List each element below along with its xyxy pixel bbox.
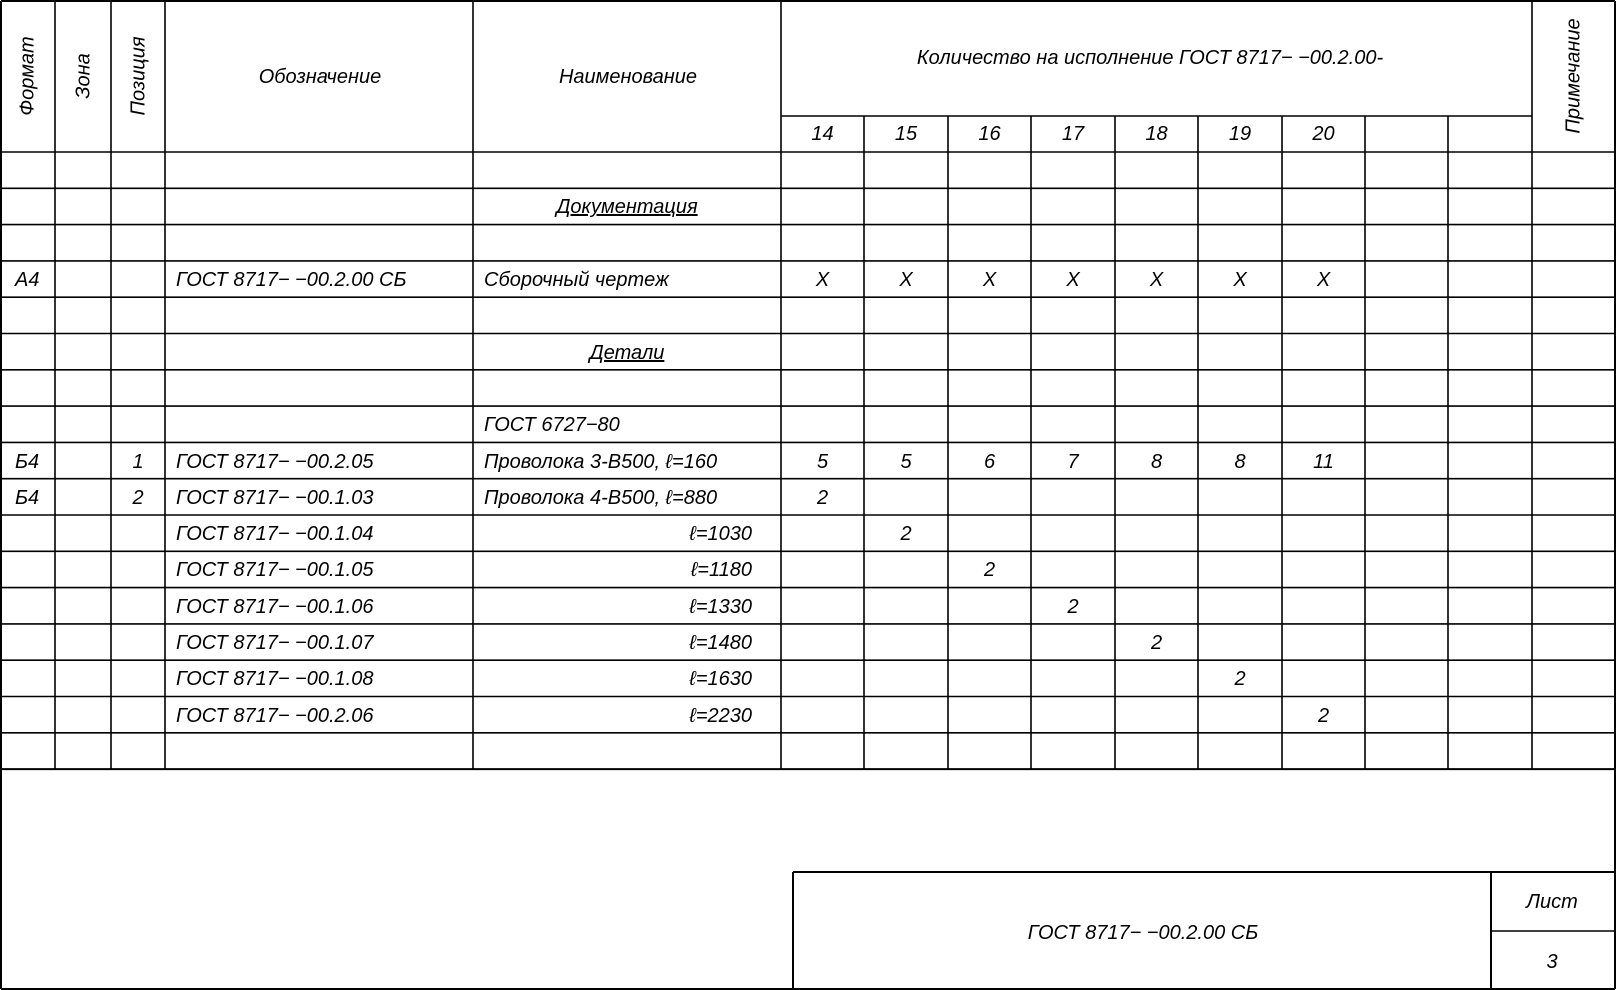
cell-quantity: X xyxy=(1149,269,1164,292)
cell-quantity: 11 xyxy=(1313,450,1334,473)
variant-number: 14 xyxy=(811,123,834,145)
cell-name: Проволока 4-В500, ℓ=880 xyxy=(484,486,718,509)
header-note: Примечание xyxy=(1562,18,1585,134)
cell-quantity: X xyxy=(1316,269,1331,292)
title-block-sheet-label: Лист xyxy=(1526,891,1578,913)
cell-quantity: 5 xyxy=(816,450,829,473)
header-designation: Обозначение xyxy=(258,66,382,88)
cell-quantity: 7 xyxy=(1067,450,1079,473)
header-zone: Зона xyxy=(72,53,95,99)
cell-quantity: X xyxy=(1066,269,1080,292)
variant-number: 16 xyxy=(978,123,1001,145)
cell-position: 2 xyxy=(132,486,144,509)
variant-number: 18 xyxy=(1145,123,1168,145)
title-block-designation: ГОСТ 8717− −00.2.00 СБ xyxy=(1027,922,1259,944)
cell-quantity: X xyxy=(815,269,830,292)
cell-designation: ГОСТ 8717− −00.2.05 xyxy=(176,450,374,473)
variant-number: 17 xyxy=(1061,123,1085,145)
cell-designation: ГОСТ 8717− −00.1.08 xyxy=(176,668,374,691)
cell-name: ℓ=1480 xyxy=(689,632,752,655)
cell-quantity: 2 xyxy=(1150,632,1163,655)
cell-quantity: 2 xyxy=(1234,668,1246,691)
cell-position: 1 xyxy=(132,450,144,473)
cell-name: ℓ=1330 xyxy=(689,595,752,618)
cell-quantity: X xyxy=(1233,269,1247,292)
cell-designation: ГОСТ 8717− −00.1.04 xyxy=(176,523,374,546)
header-position: Позиция xyxy=(127,36,150,116)
cell-name: ℓ=1630 xyxy=(689,668,752,691)
cell-designation: ГОСТ 8717− −00.1.05 xyxy=(176,559,374,582)
cell-name: ГОСТ 6727−80 xyxy=(484,414,620,437)
cell-quantity: 2 xyxy=(1317,704,1330,727)
cell-designation: ГОСТ 8717− −00.1.07 xyxy=(176,632,374,655)
cell-designation: ГОСТ 8717− −00.2.00 СБ xyxy=(176,269,407,292)
cell-quantity: X xyxy=(982,269,997,292)
cell-quantity: 8 xyxy=(1234,450,1246,473)
header-format: Формат xyxy=(16,36,39,116)
cell-format: Б4 xyxy=(15,486,40,509)
section-heading: Детали xyxy=(589,341,665,364)
cell-quantity: 2 xyxy=(816,486,829,509)
cell-quantity: 8 xyxy=(1150,450,1163,473)
cell-name: Проволока 3-В500, ℓ=160 xyxy=(484,450,718,473)
header-name: Наименование xyxy=(558,66,698,88)
cell-format: Б4 xyxy=(15,450,40,473)
cell-quantity: 5 xyxy=(900,450,912,473)
cell-quantity: X xyxy=(899,269,913,292)
cell-designation: ГОСТ 8717− −00.1.06 xyxy=(176,595,374,618)
cell-format: А4 xyxy=(15,269,40,292)
cell-quantity: 2 xyxy=(1067,595,1079,618)
header-quantity-title: Количество на исполнение ГОСТ 8717− −00.2.00- xyxy=(916,47,1384,69)
variant-number: 20 xyxy=(1312,123,1335,145)
title-block-sheet-number: 3 xyxy=(1546,951,1558,973)
variant-number: 15 xyxy=(894,123,918,145)
cell-name: Сборочный чертеж xyxy=(484,269,669,292)
cell-name: ℓ=1180 xyxy=(690,559,752,582)
cell-name: ℓ=1030 xyxy=(689,523,752,546)
cell-quantity: 2 xyxy=(900,523,912,546)
cell-designation: ГОСТ 8717− −00.1.03 xyxy=(176,486,374,509)
section-heading: Документация xyxy=(556,196,698,219)
cell-name: ℓ=2230 xyxy=(689,704,752,727)
cell-designation: ГОСТ 8717− −00.2.06 xyxy=(176,704,374,727)
cell-quantity: 2 xyxy=(983,559,996,582)
cell-quantity: 6 xyxy=(983,450,996,473)
variant-number: 19 xyxy=(1228,123,1252,145)
